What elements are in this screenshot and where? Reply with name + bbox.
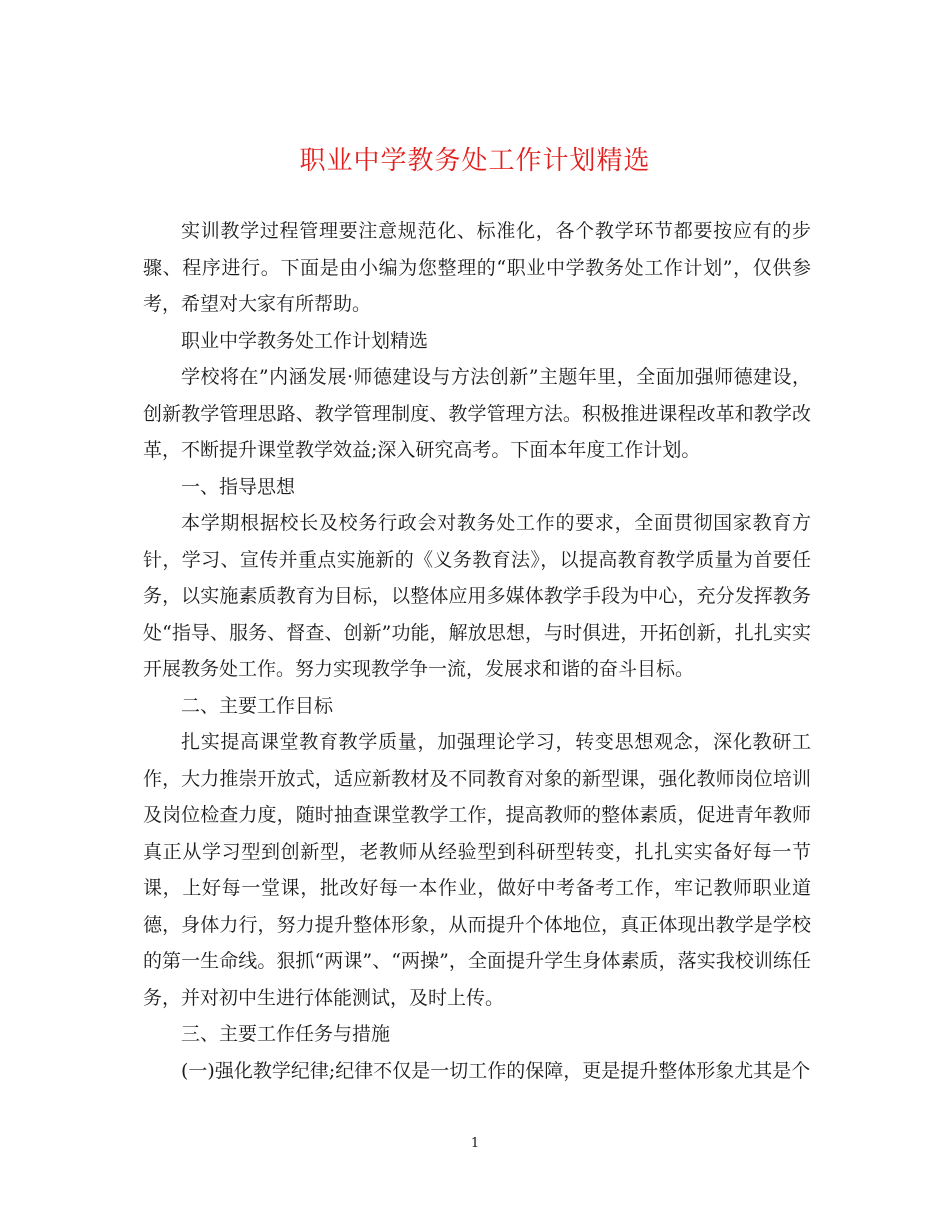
- section-heading-main-goals: 二、主要工作目标: [181, 694, 334, 717]
- subtitle-paragraph: 职业中学教务处工作计划精选: [181, 329, 429, 352]
- tasks-measures-paragraph: (一)强化教学纪律;纪律不仅是一切工作的保障，更是提升整体形象尤其是个: [181, 1059, 811, 1082]
- intro-paragraph: 实训教学过程管理要注意规范化、标准化，各个教学环节都要按应有的步骤、程序进行。下面是由小编为您整理的“职业中学教务处工作计划”，仅供参考，希望对大家有所帮助。: [143, 220, 811, 315]
- document-title: 职业中学教务处工作计划精选: [299, 146, 651, 176]
- section-heading-guiding-ideology: 一、指导思想: [181, 475, 296, 498]
- main-goals-paragraph: 扎实提高课堂教育教学质量，加强理论学习，转变思想观念，深化教研工作，大力推崇开放式，适应新教材及不同教育对象的新型课，强化教师岗位培训及岗位检查力度，随时抽查课堂教学工作，提高教师的整体素质，促进青年教师真正从学习型到创新型，老教师从经验型到科研型转变，扎扎实实备好每一节课，上好每一堂课，批改好每一本作业，做好中考备考工作，牢记教师职业道德，身体力行，努力提升整体形象，从而提升个体地位，真正体现出教学是学校的第一生命线。狠抓“两课”、“两操”，全面提升学生身体素质，落实我校训练任务，并对初中生进行体能测试，及时上传。: [143, 731, 811, 1009]
- document-body: [143, 213, 811, 1089]
- page-number: 1: [470, 1136, 480, 1151]
- guiding-ideology-paragraph: 本学期根据校长及校务行政会对教务处工作的要求，全面贯彻国家教育方针，学习、宣传并重点实施新的《义务教育法》，以提高教育教学质量为首要任务，以实施素质教育为目标，以整体应用多媒体教学手段为中心，充分发挥教务处“指导、服务、督查、创新”功能，解放思想，与时俱进，开拓创新，扎扎实实开展教务处工作。努力实现教学争一流，发展求和谐的奋斗目标。: [143, 512, 811, 680]
- overview-paragraph: 学校将在”内涵发展·师德建设与方法创新”主题年里，全面加强师德建设，创新教学管理思路、教学管理制度、教学管理方法。积极推进课程改革和教学改革，不断提升课堂教学效益;深入研究高考。下面本年度工作计划。: [143, 366, 811, 461]
- section-heading-tasks-measures: 三、主要工作任务与措施: [181, 1023, 391, 1045]
